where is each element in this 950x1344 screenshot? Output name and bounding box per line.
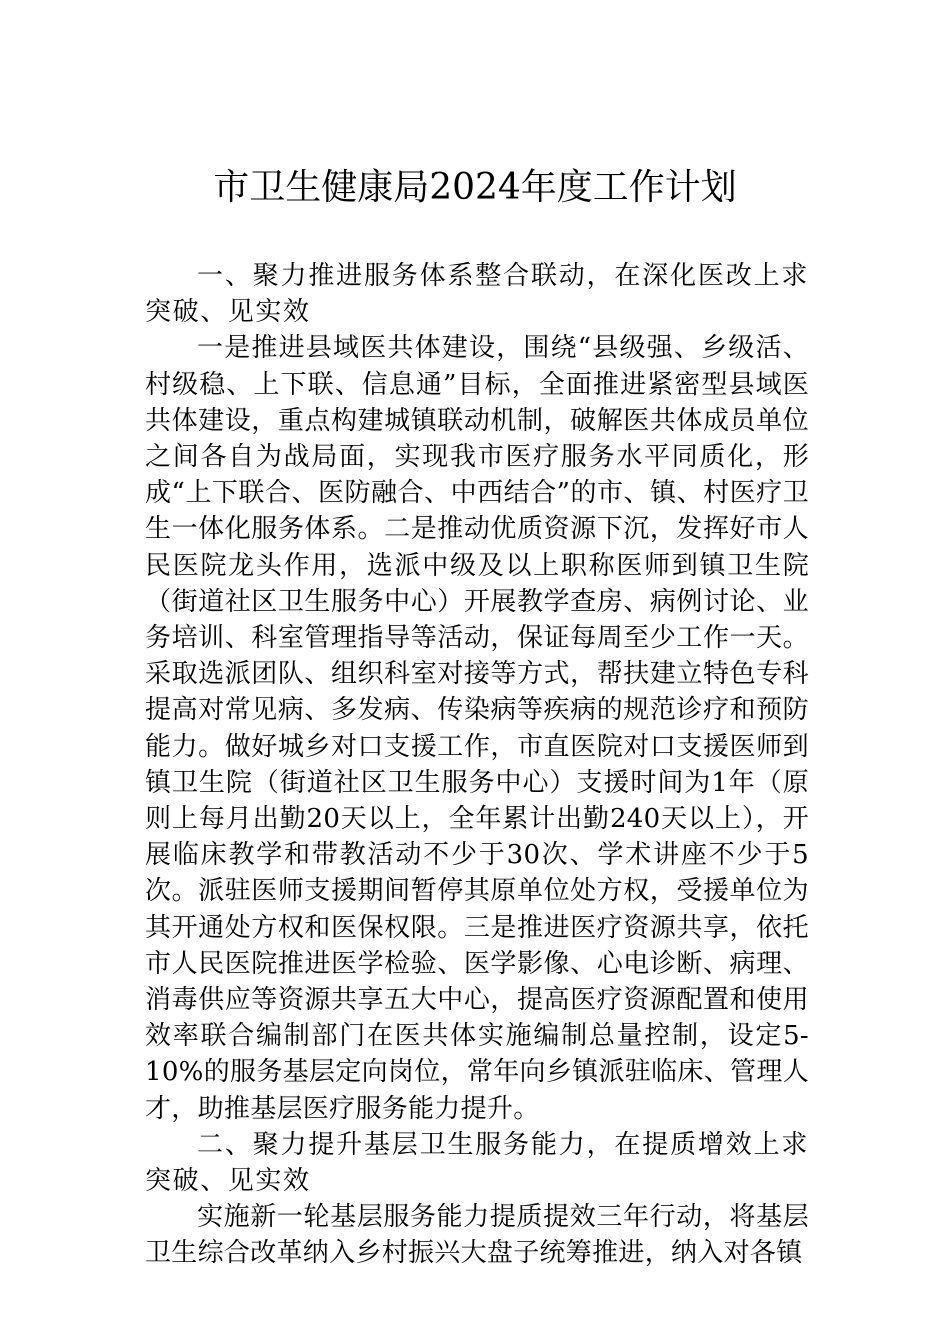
section-paragraph-2: 实施新一轮基层服务能力提质提效三年行动，将基层卫生综合改革纳入乡村振兴大盘子统筹推进，纳入对各镇 (145, 1202, 809, 1269)
document-title: 市卫生健康局2024年度工作计划 (213, 167, 737, 208)
document-body (145, 258, 809, 1272)
section-paragraph-1: 一是推进县域医共体建设，围绕“县级强、乡级活、村级稳、上下联、信息通”目标，全面推进紧密型县域医共体建设，重点构建城镇联动机制，破解医共体成员单位之间各自为战局面，实现我市医疗服务水平同质化，形成“上下联合、医防融合、中西结合”的市、镇、村医疗卫生一体化服务体系。二是推动优质资源下沉，发挥好市人民医院龙头作用，选派中级及以上职称医师到镇卫生院（街道社区卫生服务中心）开展教学查房、病例讨论、业务培训、科室管理指导等活动，保证每周至少工作一天。采取选派团队、组织科室对接等方式，帮扶建立特色专科提高对常见病、多发病、传染病等疾病的规范诊疗和预防能力。做好城乡对口支援工作，市直医院对口支援医师到镇卫生院（街道社区卫生服务中心）支援时间为1年（原则上每月出勤20天以上，全年累计出勤240天以上），开展临床教学和带教活动不少于30次、学术讲座不少于5次。派驻医师支援期间暂停其原单位处方权，受援单位为其开通处方权和医保权限。三是推进医疗资源共享，依托市人民医院推进医学检验、医学影像、心电诊断、病理、消毒供应等资源共享五大中心，提高医疗资源配置和使用效率联合编制部门在医共体实施编制总量控制，设定5-10%的服务基层定向岗位，常年向乡镇派驻临床、管理人才，助推基层医疗服务能力提升。 (145, 333, 809, 1124)
section-heading-2: 二、聚力提升基层卫生服务能力，在提质增效上求突破、见实效 (145, 1129, 809, 1197)
section-heading-1: 一、聚力推进服务体系整合联动，在深化医改上求突破、见实效 (145, 261, 809, 328)
